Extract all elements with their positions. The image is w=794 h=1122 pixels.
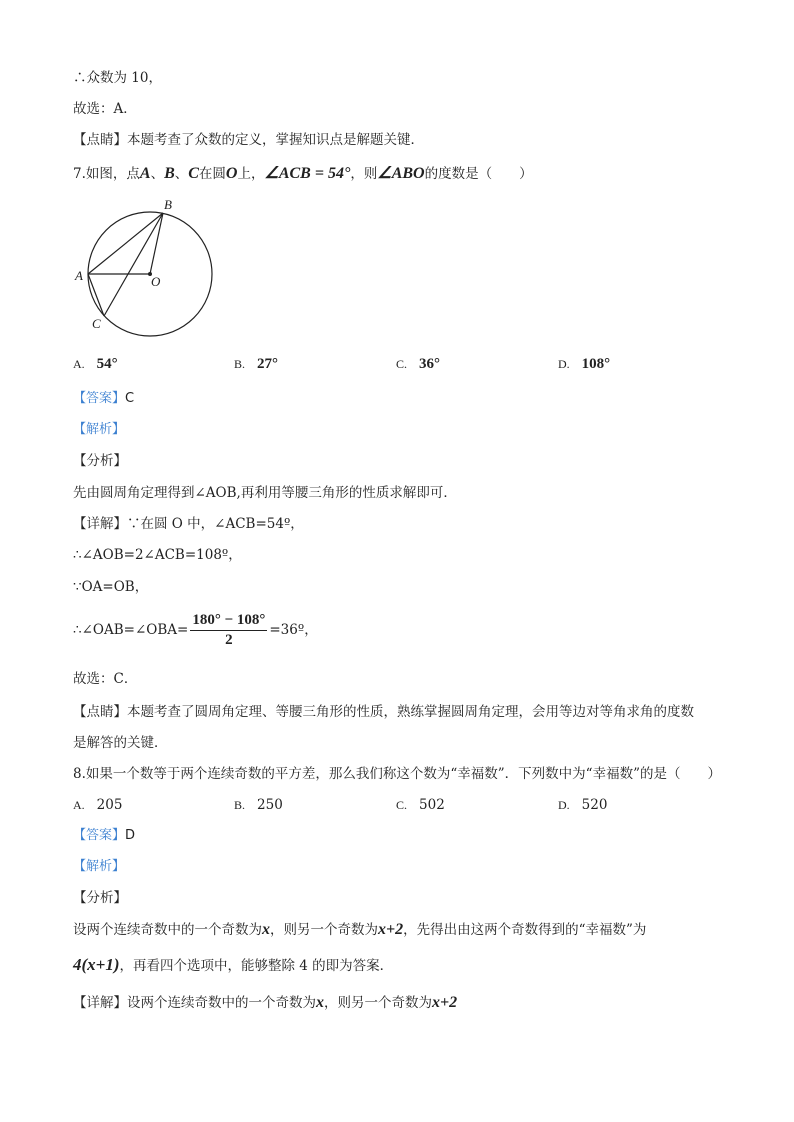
q8-fenxi: 设两个连续奇数中的一个奇数为x，则另一个奇数为x+2，先得出由这两个奇数得到的“幸福数”为 (73, 921, 647, 938)
circle-figure (70, 192, 220, 342)
q7-option-a: A. 54° (73, 356, 118, 372)
q7-fenxi-tag: 【分析】 (73, 453, 127, 469)
q7-option-d: D. 108° (558, 356, 611, 372)
q8-option-c: C. 502 (396, 797, 445, 813)
q8-xiangjie: 【详解】设两个连续奇数中的一个奇数为x，则另一个奇数为x+2 (73, 994, 458, 1011)
label-b: B (164, 197, 172, 212)
q7-dianjing: 【点睛】本题考查了圆周角定理、等腰三角形的性质，熟练掌握圆周角定理，会用等边对等角求角的度数 (73, 704, 694, 720)
q7-option-c: C. 36° (396, 356, 441, 372)
q8-jiexi: 【解析】 (73, 859, 126, 874)
q7-stem: 7.如图，点A、B、C在圆O上，∠ACB = 54°，则∠ABO的度数是（ ） (73, 165, 533, 182)
q8-answer: 【答案】D (73, 828, 136, 843)
q7-step2: ∴∠AOB=2∠ACB=108º， (73, 547, 242, 563)
q8-option-b: B. 250 (234, 797, 283, 813)
q8-option-d: D. 520 (558, 797, 608, 813)
q7-step4: ∴∠OAB=∠OBA= $\frac{180^\circ - 108^\circ}{2}$ =36º， (73, 612, 318, 648)
label-c: C (92, 316, 101, 331)
q7-step3: ∵OA=OB， (73, 579, 149, 595)
q7-choose: 故选：C． (73, 671, 138, 687)
q7-jiexi: 【解析】 (73, 422, 126, 437)
choose-line: 故选：A． (73, 101, 137, 117)
label-o: O (151, 274, 161, 289)
q7-option-b: B. 27° (234, 356, 279, 372)
q7-dianjing-cont: 是解答的关键． (73, 735, 168, 751)
dianjing-line: 【点睛】本题考查了众数的定义，掌握知识点是解题关键． (73, 132, 424, 148)
q8-fenxi-cont: 4(x+1)，再看四个选项中，能够整除 4 的即为答案． (73, 955, 394, 974)
conclusion-line: ∴众数为 10， (73, 70, 162, 86)
chord-bc (104, 213, 163, 316)
q8-fenxi-tag: 【分析】 (73, 890, 127, 906)
q7-fenxi: 先由圆周角定理得到∠AOB,再利用等腰三角形的性质求解即可． (73, 485, 457, 501)
label-a: A (75, 268, 83, 283)
fraction: $\frac{180^\circ - 108^\circ}{2}$ (192, 612, 266, 648)
q8-option-a: A. 205 (73, 797, 123, 813)
q7-answer: 【答案】C (73, 391, 135, 406)
q7-step1: 【详解】∵在圆 O 中，∠ACB=54º， (73, 516, 304, 532)
q8-stem: 8.如果一个数等于两个连续奇数的平方差，那么我们称这个数为“幸福数”．下列数中为“幸福数”的是（ ） (73, 766, 721, 782)
chord-ac (88, 274, 104, 316)
